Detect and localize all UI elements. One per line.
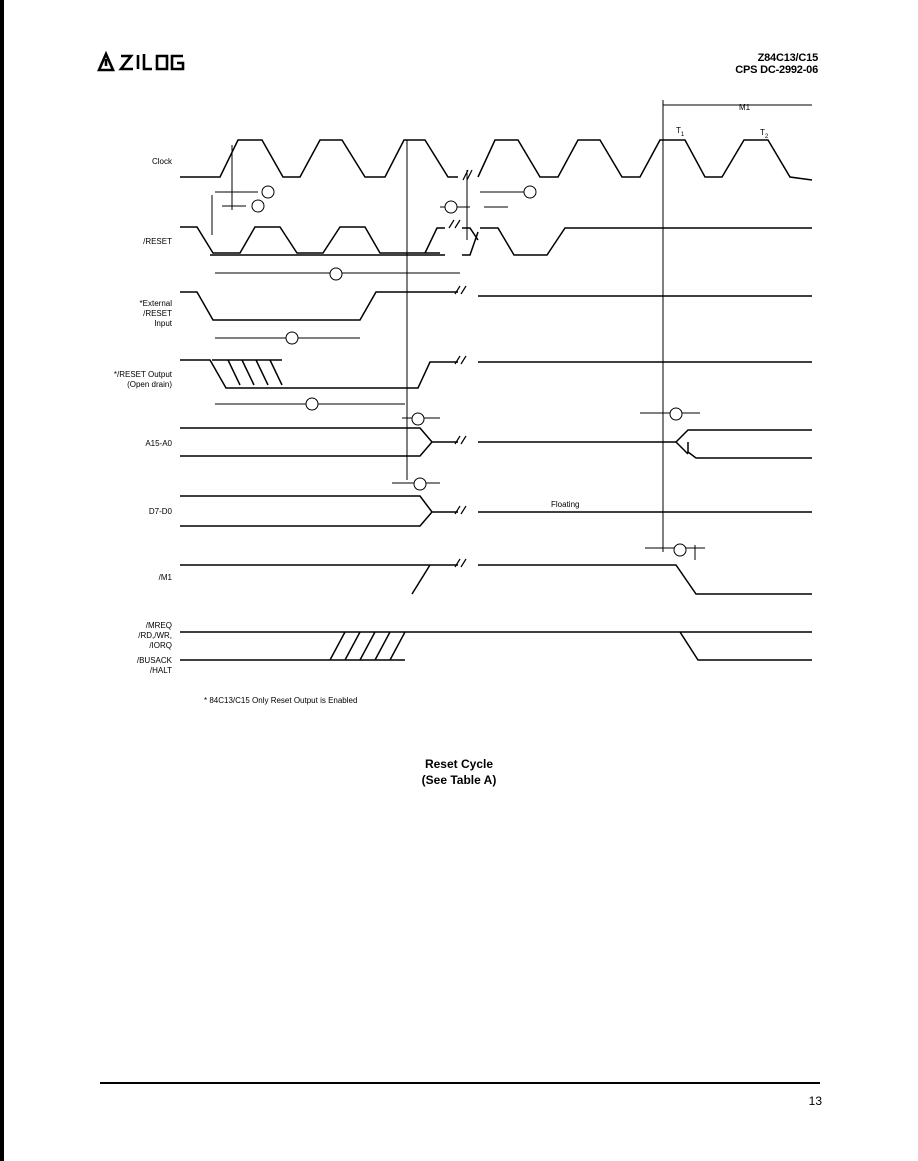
clock-waveform [180,140,812,180]
label-ctrl-2: /RD,/WR, [138,631,172,640]
page-number: 13 [808,1094,822,1108]
label-reset-output-2: (Open drain) [127,380,172,389]
control-waveform [180,632,812,660]
external-reset-waveform [180,292,812,320]
reference-lines [212,100,663,552]
data-waveform [180,496,812,526]
label-address: A15-A0 [145,439,172,448]
label-reset: /RESET [143,237,172,246]
reset-waveform [180,227,812,255]
label-t2: $T_2$ [760,128,769,140]
label-floating: Floating [551,500,580,509]
caption-title: Reset Cycle [424,757,494,771]
label-cycle: M1 [739,103,751,112]
label-external-reset-1: *External [139,299,172,308]
address-waveform [180,428,812,458]
label-external-reset-2: /RESET [143,309,172,318]
label-ctrl-5: /HALT [149,666,172,675]
label-clock: Clock [151,157,172,166]
m1-waveform [180,565,812,594]
part-number: Z84C13/C15 [757,52,818,64]
label-reset-output-1: */RESET Output [113,370,172,379]
label-t1: $T_1$ [676,126,685,138]
label-ctrl-1: /MREQ [145,621,172,630]
footnote: * 84C13/C15 Only Reset Output is Enabled [204,696,358,705]
label-data: D7-D0 [148,507,172,516]
label-external-reset-3: Input [154,319,172,328]
label-ctrl-3: /IORQ [149,641,172,650]
break-marks [449,170,472,567]
label-ctrl-4: /BUSACK [136,656,172,665]
footer-rule [100,1082,820,1084]
doc-number: CPS DC-2992-06 [735,64,818,76]
dimension-lines [215,105,812,560]
label-m1: /M1 [158,573,172,582]
caption-subtitle: (See Table A) [421,773,497,787]
figure-caption [0,756,918,788]
reset-output-waveform [180,360,812,388]
